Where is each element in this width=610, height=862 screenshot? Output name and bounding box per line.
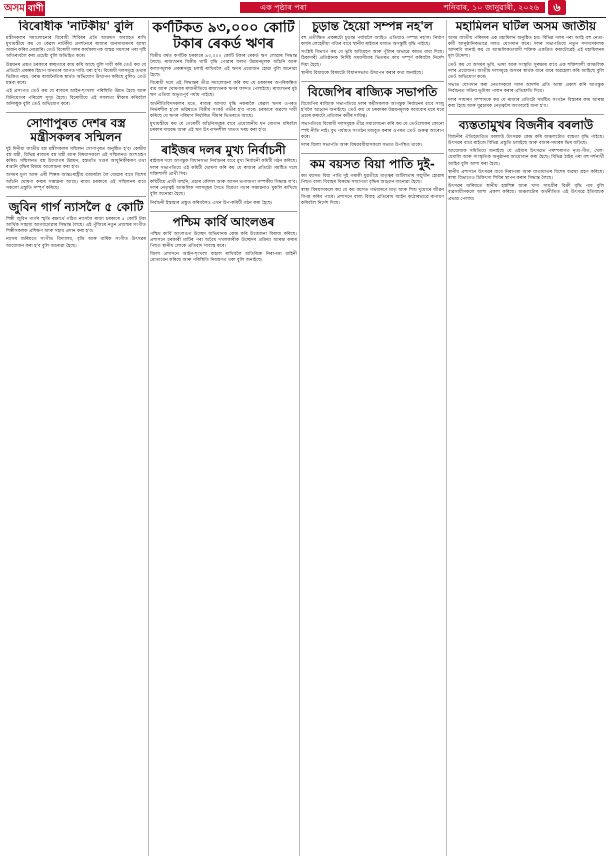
- article-divider: [150, 139, 297, 140]
- article-paragraph: কমিটীয়ে প্ৰাৰ্থী বাছনি, প্ৰচাৰ কৌশল আৰু আসন ভগাজগা সম্পৰ্কীয় সিদ্ধান্ত ল'ব। দলৰ নেতৃত্বই আঞ্চলিক দলসমূহৰ সৈতে মিত্ৰতা গঢ়াৰ সম্ভাৱনাও মুকলি ৰাখিছে বুলি জনোৱা হৈছে।: [150, 180, 297, 198]
- article-paragraph: সংশ্লিষ্ট বিভাগে কয় যে ভূমি অধিগ্ৰহণ আৰু পুঁজিৰ অভাৱে কামত বাধা দিছে। ঠিকাদাৰী প্ৰতিষ্ঠানক নিৰ্দিষ্ট সময়সীমাৰ ভিতৰত কাম সম্পূৰ্ণ কৰিবলৈ নিৰ্দেশ দিয়া হৈছে।: [301, 50, 444, 68]
- article-headline: কম বয়সত বিয়া পাতি দুই-: [310, 157, 435, 172]
- article-headline: সোণাপুৰত দেশৰ বস্ত্ৰ মন্ত্ৰীসকলৰ সন্মিলন: [26, 116, 126, 144]
- article-paragraph: শিল্পী জুবিন গাৰ্গৰ স্মৃতি ৰক্ষাৰ্থে গঠিত ন্যাসলৈ ৰাজ্য চৰকাৰে ৫ কোটি টকা আৰ্থিক সাহায্য আগবঢ়োৱাৰ সিদ্ধান্ত লৈছে। এই পুঁজিৰে নতুন প্ৰজন্মৰ সংগীত শিল্পীসকলক প্ৰশিক্ষণ আৰু সহায় প্ৰদান কৰা হ'ব।: [6, 216, 146, 235]
- article-ajp-merger: [448, 20, 604, 110]
- column-divider: [148, 20, 149, 856]
- article-paragraph: নিৰ্বাচনী ইস্তাহাৰ প্ৰস্তুত কৰিবলৈও এখন উপ-কমিটী গঠন কৰা হৈছে।: [150, 200, 273, 206]
- article-paragraph: বিজেপিৰ ৰাজ্যিক সভাপতিয়ে দলৰ কৰ্মীসকলক আগন্তুক নিৰ্বাচনৰ বাবে সাজু হ'বলৈ আহ্বান জনাইছে। তেওঁ কয় যে চৰকাৰৰ উন্নয়নমূলক কামবোৰ ঘৰে ঘৰে প্ৰচাৰ কৰাটো প্ৰতিজন কৰ্মীৰ দায়িত্ব।: [301, 101, 444, 120]
- article-paragraph: আয়োজক সমিতিয়ে জনাইছে যে এইবাৰ উৎসৱত পৰম্পৰাগত নৃত্য-গীত, খেল-ধেমালি আৰু সাংস্কৃতিক অনুষ্ঠানৰ আয়োজন কৰা হৈছে। বিভিন্ন ঠাইৰ পৰা বহু দৰ্শনাৰ্থী আহিব বুলি আশা কৰা হৈছে।: [448, 149, 604, 167]
- masthead: [0, 0, 610, 16]
- column-3: [301, 20, 444, 856]
- header-divider: [4, 17, 606, 18]
- article-paragraph: উৎসৱৰ জৰিয়তে স্থানীয় হস্তশিল্প আৰু খাদ্য সামগ্ৰীৰ বিক্ৰী বৃদ্ধি পাব বুলি ব্যৱসায়ীসকলে আশা প্ৰকাশ কৰিছে। অঞ্চলটোৰ অৰ্থনীতিত এই উৎসৱে ইতিবাচক প্ৰভাৱ পেলায়।: [448, 184, 604, 202]
- article-paragraph: মুখ্যমন্ত্ৰীয়ে কয় যে গেৰেণ্টী আঁচনিসমূহৰ বাবে প্ৰয়োজনীয় ধন যোগান ধৰিবলৈ চৰকাৰ দায়বদ্ধ আৰু এই ঋণ উৎপাদনশীল খাতত খৰচ কৰা হ'ব।: [150, 122, 297, 134]
- newspaper-logo[interactable]: [4, 1, 45, 18]
- article-not-completed: [301, 20, 444, 77]
- article-divider: [150, 211, 297, 212]
- article-divider: [6, 196, 146, 197]
- article-paragraph: বিজনীৰ ঐতিহ্যমণ্ডিত বৰলাউ উৎসৱক কেন্দ্ৰ কৰি অঞ্চলটোত ব্যস্ততা বৃদ্ধি পাইছে। উৎসৱৰ বাবে ৰাইজে বিভিন্ন প্ৰস্তুতি চলাইছে আৰু বজাৰ-সমাৰৰ ভিৰ বাঢ়িছে।: [448, 134, 604, 147]
- article-paragraph: অসমৰ মুগা আৰু এৰী শিল্পক আন্তঃৰাষ্ট্ৰীয় বজাৰলৈ লৈ যোৱাৰ বাবে বিশেষ আঁচনি ঘোষণা কৰাৰ সম্ভাৱনা আছে। ৰাজ্য চৰকাৰে এই সন্মিলনৰ বাবে সকলো প্ৰস্তুতি সম্পূৰ্ণ কৰিছে।: [6, 173, 146, 191]
- article-headline: ব্যস্ততামুখৰ বিজনীৰ বৰলাউ: [458, 118, 594, 133]
- article-divider: [301, 81, 444, 82]
- article-paragraph: পশ্চিম কাৰ্বি আংলঙত উচ্ছেদ অভিযানক কেন্দ্ৰ কৰি উত্তেজনা বিৰাজ কৰিছে। প্ৰশাসনে চৰকাৰী মাটিৰ পৰা অবৈধ দখলকাৰীক উচ্ছেদৰ প্ৰক্ৰিয়া আৰম্ভ কৰাৰ পিছত স্থানীয় লোকে প্ৰতিবাদ সাব্যস্ত কৰে।: [150, 231, 297, 250]
- article-bjp-president: [301, 86, 444, 149]
- article-paragraph: অসম জাতীয় পৰিষদৰ এক মহামিলন অনুষ্ঠিত হয়। বিভিন্ন দলৰ পৰা আহি বহু নেতা-কৰ্মী আনুষ্ঠানিকভাৱে দলত যোগদান কৰে। দলৰ সভাপতিয়ে নতুন সদস্যসকলক আদৰণি জনাই কয় যে আঞ্চলিকতাবাদী শক্তিক একত্ৰিত কৰাটোৱেই এই মহামিলনৰ মূল উদ্দেশ্য।: [448, 35, 604, 60]
- column-divider: [446, 20, 447, 856]
- article-paragraph: অৰ্থনীতিবিদসকলৰ মতে, ৰাজস্ব আদায় বৃদ্ধি নকৰাকৈ কেৱল ঋণৰ ওপৰত নিৰ্ভৰশীল হ'লে ভৱিষ্যতে বিত্তীয় সংকট গভীৰ হ'ব পাৰে। চৰকাৰে অৱশ্যে দাবী কৰিছে যে ঋণৰ পৰিমাণ নিৰ্ধাৰিত সীমাৰ ভিতৰতে আছে।: [150, 101, 297, 120]
- article-early-marriage: [301, 158, 444, 207]
- article-paragraph: জিলা প্ৰশাসনে আইন-শৃংখলা বাহাল ৰাখিবলৈ অতিৰিক্ত নিৰাপত্তা বাহিনী মোতায়েন কৰিছে আৰু পৰিস্থিতি নিয়ন্ত্ৰণত থকা বুলি জনাইছে।: [150, 252, 297, 264]
- logo-box: বাণী: [26, 1, 46, 16]
- article-paragraph: দুই দিনীয়া জাতীয় বস্ত্ৰ মন্ত্ৰীসকলৰ সন্মিলন সোণাপুৰত অনুষ্ঠিত হ'ব। কেন্দ্ৰীয় বস্ত্ৰ মন্ত্ৰী, বিভিন্ন ৰাজ্যৰ বস্ত্ৰ মন্ত্ৰী আৰু বিষয়াসকলে এই সন্মিলনত অংশগ্ৰহণ কৰিব। সন্মিলনত বস্ত্ৰ উদ্যোগৰ উন্নয়ন, হস্ততাঁত খণ্ডৰ আধুনিকীকৰণ তথা ৰপ্তানি বৃদ্ধিৰ বিষয়ে আলোচনা কৰা হ'ব।: [6, 146, 146, 171]
- column-4: [448, 20, 604, 856]
- article-paragraph: স্থানীয় বিধায়কে বিষয়টো বিধানসভাত উত্থাপন কৰাৰ কথা জনাইছে।: [301, 70, 423, 76]
- article-paragraph: এই প্ৰসংগত তেওঁ কয় যে ৰাজ্যৰ আইন-শৃংখলা পৰিস্থিতি উন্নত হৈছে আৰু বিনিয়োগৰ পৰিৱেশ সুদৃঢ় হৈছে। বিৰোধীয়ে এই সফলতা স্বীকাৰ কৰিবলৈ অনিচ্ছুক বুলি তেওঁ অভিযোগ কৰে।: [6, 89, 146, 107]
- article-opposition: [6, 20, 146, 108]
- article-divider: [301, 153, 444, 154]
- article-paragraph: ন্যাসৰ জৰিয়তে সংগীত বিদ্যালয়, বৃত্তি আৰু বাৰ্ষিক সংগীত উৎসৱৰ আয়োজন কৰা হ'ব বুলি জনোৱা হৈছে।: [6, 237, 146, 249]
- article-paragraph: বিৰোধী দলে এই সিদ্ধান্তৰ তীব্ৰ সমালোচনা কৰি কয় যে চৰকাৰৰ অপৰিকল্পিত ব্যয় আৰু ঘোষণাৰ ৰাজনীতিয়ে ৰাজ্যখনক ঋণৰ ফান্দত পেলাইছে। ৰাজ্যখনৰ মুঠ ঋণ এতিয়া অভূতপূৰ্ব পৰ্যায় পাইছে।: [150, 81, 297, 99]
- article-headline: পশ্চিম কাৰ্বি আংলঙৰ: [172, 214, 275, 229]
- article-paragraph: তেওঁ কয় যে অসমৰ ভূমি, ভাষা আৰু সংস্কৃতি সুৰক্ষাৰ বাবে এক শক্তিশালী আঞ্চলিক দলৰ প্ৰয়োজন। জাতীয় দলসমূহে অসমৰ স্বাৰ্থক বাৰে বাৰে অৱহেলা কৰি আহিছে বুলি তেওঁ অভিযোগ কৰে।: [448, 62, 604, 81]
- article-divider: [6, 112, 146, 113]
- article-headline: চুড়ান্ত হৈয়ো সম্পন্ন নহ'ল: [312, 20, 433, 33]
- dateline: শনিবাৰ, ১০ জানুৱাৰী, ২০২৬: [443, 3, 539, 12]
- article-divider: [448, 114, 604, 115]
- article-paragraph: স্বাস্থ্য বিষয়াসকলে কয় যে কম বয়সত গৰ্ভধাৰণে মাতৃ আৰু শিশু দুয়োৰে জীৱন বিপন্ন কৰিব পাৰে। প্ৰশাসনে বাল্য বিবাহ প্ৰতিৰোধ আইন কঠোৰভাৱে ৰূপায়ণ কৰিবলৈ নিৰ্দেশ দিছে।: [301, 188, 444, 206]
- article-paragraph: মন্ত্ৰীসকলৰ সমালোচনাৰ বিৰোধী শিবিৰৰ প্ৰতি আক্ৰমণ অব্যাহত ৰাখি মুখ্যমন্ত্ৰীয়ে কয় যে কেৱল নাটকীয় প্ৰদৰ্শনেৰে ৰাজ্যৰ জনসাধাৰণৰ আস্থা অৰ্জন কৰিব নোৱাৰি। তেওঁ বিৰোধী দলৰ কাৰ্যকলাপক বাস্তৱ সমস্যাৰ পৰা দৃষ্টি আঁতৰাবলৈ কৰা প্ৰচেষ্টা বুলি অভিহিত কৰে।: [6, 35, 146, 60]
- article-headline: কৰ্ণটিকত ৯৩,০০০ কোটি টকাৰ ৰেকৰ্ড ঋণৰ: [152, 20, 295, 53]
- article-paragraph: স্থানীয় প্ৰশাসনে উৎসৱৰ বাবে নিৰাপত্তা আৰু যাতায়াতৰ বিশেষ ব্যৱস্থা গ্ৰহণ কৰিছে। স্বাস্থ্য বিভাগেও চিকিৎসা শিবিৰ স্থাপন কৰাৰ সিদ্ধান্ত লৈছে।: [448, 169, 604, 182]
- article-raijor-dol: [150, 144, 297, 207]
- article-headline: জুবিন গাৰ্গ ন্যাসলৈ ৫ কোটি: [8, 200, 144, 215]
- section-label: এক পৃষ্ঠাৰ পৰা: [260, 3, 307, 12]
- column-1: [6, 20, 146, 856]
- article-paragraph: দলৰ সাধাৰণ সম্পাদকে কয় যে ৰাজ্যৰ প্ৰতিটো সমষ্টিত সংগঠন বিস্তাৰৰ কাম আৰম্ভ কৰা হৈছে আৰু যুৱচামক নেতৃত্বলৈ আগবঢ়াই অনা হ'ব।: [448, 97, 604, 109]
- article-paragraph: সভাপতিয়ে বিৰোধী দলসমূহক তীব্ৰ সমালোচনা কৰি কয় যে তেওঁলোকৰ কোনো স্পষ্ট নীতি নাই। বুথ পৰ্যায়ত সংগঠন মজবুত কৰাৰ ওপৰত তেওঁ গুৰুত্ব আৰোপ কৰে।: [301, 122, 444, 140]
- article-zubeen-trust: [6, 201, 146, 250]
- article-west-karbi-anglong: [150, 216, 297, 265]
- article-bijni-borlau: [448, 119, 604, 203]
- article-headline: ৰাইজৰ দলৰ মুখ্য নিৰ্বাচনী: [161, 142, 286, 157]
- column-2: [150, 20, 297, 856]
- section-bar: [240, 2, 545, 13]
- article-paragraph: উন্নয়নৰ প্ৰশ্নত চৰকাৰে স্বচ্ছতাৰে কাম কৰি আছে বুলি দাবী কৰি তেওঁ কয় যে প্ৰতিটো প্ৰকল্পৰ হিচাপ জনতাৰ আগত দাঙি ধৰা হ'ব। বিৰোধী দলসমূহে তথ্যৰ ভিত্তিত নহয়, বৰঞ্চ ৰাজনৈতিক স্বাৰ্থত অভিযোগ উত্থাপন কৰিছে বুলিও তেওঁ মন্তব্য কৰে।: [6, 62, 146, 87]
- article-headline: বিজেপিৰ ৰাজ্যিক সভাপতি: [307, 85, 438, 100]
- article-karnataka-loan: [150, 20, 297, 135]
- page-number: ৬: [548, 0, 566, 15]
- article-headline: বিৰোধীক 'নাটকীয়' বুলি: [18, 20, 134, 33]
- article-headline: মহামিলন ঘটিল অসম জাতীয়: [455, 20, 597, 33]
- article-paragraph: সভাত যোগদান কৰা নেতাসকলে দলৰ আদৰ্শৰ প্ৰতি আস্থা প্ৰকাশ কৰি আগন্তুক নিৰ্বাচনত সক্ৰিয় ভূমিকা পালন কৰাৰ প্ৰতিশ্ৰুতি দিয়ে।: [448, 83, 604, 95]
- article-paragraph: দলৰ জিলা সভাপতি আৰু বিষয়ববীয়াসকলে সভাত উপস্থিত থাকে।: [301, 143, 423, 149]
- article-paragraph: কম বয়সত বিয়া পাতি দুই গৰাকী যুৱতীয়ে মাতৃত্বৰ জটিলতাৰ সন্মুখীন হোৱাৰ পিছত বাল্য বিবাহৰ বিৰুদ্ধে সজাগতা বৃদ্ধিৰ আহ্বান জনোৱা হৈছে।: [301, 174, 444, 186]
- article-paragraph: বহু প্ৰতীক্ষিত প্ৰকল্পটো চূড়ান্ত পৰ্যায়লৈ আহিও এতিয়াও সম্পন্ন নহ'ল। নিৰ্মাণ কাৰ্যৰ লেহেমীয়া গতিৰ বাবে স্থানীয় ৰাইজৰ মাজত অসন্তুষ্টি বৃদ্ধি পাইছে।: [301, 35, 444, 47]
- article-paragraph: ৰাইজৰ দলে আগন্তুক বিধানসভা নিৰ্বাচনৰ বাবে মুখ্য নিৰ্বাচনী কমিটী গঠন কৰিছে। দলৰ সভাপতিয়ে এই কমিটী ঘোষণা কৰি কয় যে ৰাজ্যৰ প্ৰতিটো সমষ্টিত দলে শক্তিশালী প্ৰাৰ্থী দিব।: [150, 159, 297, 177]
- column-divider: [299, 20, 300, 856]
- logo-text: অসম: [4, 3, 25, 14]
- article-textile-conference: [6, 117, 146, 192]
- article-paragraph: বিত্তীয় বৰ্ষত কৰ্ণটিক চৰকাৰে ৯৩,০০০ কোটি টকাৰ ৰেকৰ্ড ঋণ লোৱাৰ সিদ্ধান্ত লৈছে। ৰাজ্যখনৰ বিত্তীয় ঘাটি বৃদ্ধি পোৱাৰ ফলত উন্নয়নমূলক আঁচনি আৰু কল্যাণমূলক প্ৰকল্পসমূহ চলাই ৰাখিবলৈ এই ঋণৰ প্ৰয়োজন হোৱা বুলি জনোৱা হৈছে।: [150, 54, 297, 78]
